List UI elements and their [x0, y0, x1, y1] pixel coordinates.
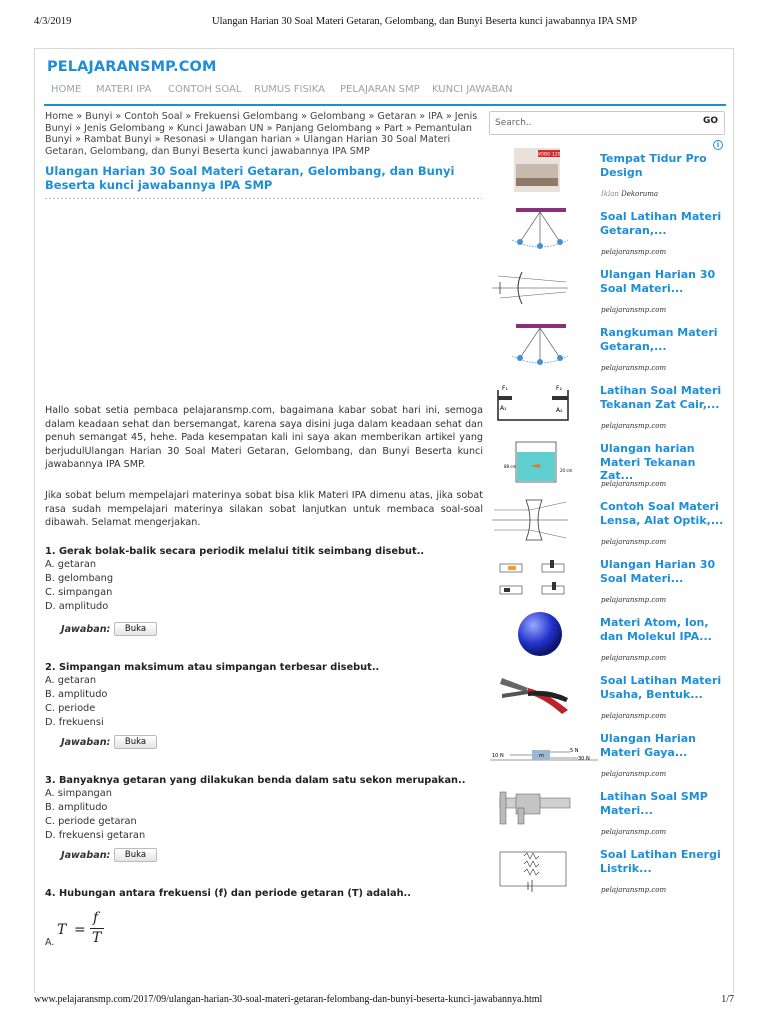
nav-item-home[interactable]: HOME: [51, 84, 82, 95]
forces-thumbnail: [490, 728, 590, 772]
recommended-title[interactable]: Materi Atom, Ion, dan Molekul IPA...: [600, 616, 712, 643]
option-c: C. periode getaran: [45, 816, 137, 827]
option-a: A. simpangan: [45, 788, 112, 799]
recommended-post[interactable]: [490, 660, 730, 718]
formula-option-a: [45, 908, 165, 952]
recommended-title[interactable]: Soal Latihan Energi Listrik...: [600, 848, 721, 875]
answer-row: [61, 737, 147, 748]
recommended-source: pelajaransmp.com: [601, 364, 667, 372]
recommended-post[interactable]: [490, 370, 730, 428]
answer-row: [61, 850, 147, 861]
bed-ad-thumbnail: [490, 148, 570, 192]
lens-thumbnail: [490, 496, 570, 540]
recommended-post[interactable]: [490, 602, 730, 660]
answer-label: Jawaban:: [61, 850, 111, 861]
label-a1: A₁: [500, 405, 507, 412]
site-logo[interactable]: PELAJARANSMP.COM: [47, 59, 217, 75]
recommended-title[interactable]: Latihan Soal Materi Tekanan Zat Cair,...: [600, 384, 722, 411]
formula-numerator: f: [93, 910, 99, 926]
formula-denominator: T: [92, 930, 102, 946]
option-d: D. amplitudo: [45, 601, 109, 612]
recommended-post[interactable]: [490, 312, 730, 370]
question-title: 2. Simpangan maksimum atau simpangan terbesar disebut..: [45, 662, 380, 673]
print-title: Ulangan Harian 30 Soal Materi Getaran, Gelombang, dan Bunyi Beserta kunci jawabannya IPA SMP: [212, 16, 638, 27]
recommended-title[interactable]: Latihan Soal SMP Materi...: [600, 790, 708, 817]
formula-option-letter: A.: [45, 937, 55, 948]
recommended-title[interactable]: Ulangan Harian 30 Soal Materi...: [600, 558, 716, 585]
question-title: 3. Banyaknya getaran yang dilakukan benda dalam satu sekon merupakan..: [45, 775, 466, 786]
recommended-source: pelajaransmp.com: [601, 828, 667, 836]
recommended-post[interactable]: [490, 486, 730, 544]
option-d: D. frekuensi: [45, 717, 104, 728]
recommended-title[interactable]: Soal Latihan Materi Usaha, Bentuk...: [600, 674, 722, 701]
article-title: Ulangan Harian 30 Soal Materi Getaran, Gelombang, dan Bunyi Beserta kunci jawabannya IPA SMP: [45, 164, 455, 192]
recommended-posts: [490, 138, 730, 898]
formula-equals: =: [74, 922, 86, 938]
recommended-post[interactable]: [490, 718, 730, 776]
recommended-source: pelajaransmp.com: [601, 248, 667, 256]
label-force-bottom: 30 N: [578, 756, 590, 762]
answer-row: [61, 624, 147, 635]
answer-label: Jawaban:: [61, 624, 111, 635]
recommended-title[interactable]: Soal Latihan Materi Getaran,...: [600, 210, 722, 237]
recommended-source: pelajaransmp.com: [601, 654, 667, 662]
question-1: [45, 545, 483, 635]
search-go-button[interactable]: GO: [702, 116, 718, 126]
nav-item-materi-ipa[interactable]: MATERI IPA: [96, 84, 152, 95]
option-a: A. getaran: [45, 675, 97, 686]
pendulum-thumbnail: [490, 206, 570, 250]
print-header: [34, 16, 734, 30]
label-force-left: 10 N: [492, 753, 504, 759]
reveal-answer-button[interactable]: Buka: [114, 735, 157, 749]
recommended-post[interactable]: [490, 834, 730, 892]
formula-lhs: T: [57, 922, 67, 938]
search-input[interactable]: [495, 115, 685, 131]
question-2: [45, 661, 483, 748]
option-d: D. frekuensi getaran: [45, 830, 146, 841]
recommended-post[interactable]: [490, 428, 730, 486]
recommended-title[interactable]: Tempat Tidur Pro Design: [600, 152, 707, 179]
recommended-title[interactable]: Rangkuman Materi Getaran,...: [600, 326, 718, 353]
recommended-source: pelajaransmp.com: [601, 480, 667, 488]
option-b: B. amplitudo: [45, 689, 108, 700]
nav-item-contoh-soal[interactable]: CONTOH SOAL: [168, 84, 242, 95]
print-url: www.pelajaransmp.com/2017/09/ulangan-harian-30-soal-materi-getaran-felombang-dan-bunyi-beserta-kunci-jawabannya.html: [34, 994, 543, 1005]
search-box: [489, 111, 725, 135]
recommended-title[interactable]: Ulangan Harian 30 Soal Materi...: [600, 268, 716, 295]
ad-info-icon[interactable]: i: [713, 140, 723, 150]
intro-paragraph: Hallo sobat setia pembaca pelajaransmp.com, bagaimana kabar sobat hari ini, semoga dalam keadaan sehat dan bersemangat, karena saya disini juga dalam keadaan sehat dan penuh semangat 45, hehe. Pada kesempatan kali ini saya akan memberikan artikel yang berjudulUlangan Harian 30 Soal Materi Getaran, Gelombang, dan Bunyi Beserta kunci jawabannya IPA SMP.: [45, 405, 483, 470]
label-depth: 88 cm: [504, 464, 517, 469]
recommended-post[interactable]: [490, 196, 730, 254]
recommended-source: pelajaransmp.com: [601, 306, 667, 314]
recommended-source: pelajaransmp.com: [601, 712, 667, 720]
fraction-bar: [90, 928, 104, 929]
label-height: 20 cm: [560, 468, 573, 473]
label-force-top: 5 N: [570, 748, 579, 754]
label-a2: A₂: [556, 407, 563, 414]
print-footer: [34, 994, 734, 1008]
main-nav: [44, 84, 726, 106]
atom-sphere-thumbnail: [490, 612, 570, 656]
switches-thumbnail: [490, 554, 570, 598]
question-3: [45, 774, 483, 861]
mirror-thumbnail: [490, 264, 570, 308]
recommended-source: pelajaransmp.com: [601, 538, 667, 546]
print-page-number: 1/7: [721, 994, 734, 1005]
recommended-title[interactable]: Contoh Soal Materi Lensa, Alat Optik,...: [600, 500, 724, 527]
reveal-answer-button[interactable]: Buka: [114, 848, 157, 862]
option-c: C. simpangan: [45, 587, 113, 598]
recommended-post[interactable]: [490, 544, 730, 602]
print-date: 4/3/2019: [34, 16, 72, 27]
label-f1: F₁: [502, 385, 508, 392]
recommended-post[interactable]: [490, 254, 730, 312]
circuit-thumbnail: [490, 844, 570, 888]
label-f2: F₂: [556, 385, 562, 392]
option-a: A. getaran: [45, 559, 97, 570]
recommended-source: Iklan Dekoruma: [601, 190, 659, 198]
option-b: B. gelombang: [45, 573, 114, 584]
pliers-thumbnail: [490, 670, 570, 714]
question-4: [45, 887, 483, 900]
pendulum-thumbnail: [490, 322, 570, 366]
title-divider: [45, 198, 482, 199]
recommended-ad[interactable]: [490, 138, 730, 196]
caliper-thumbnail: [490, 786, 570, 830]
question-title: 4. Hubungan antara frekuensi (f) dan periode getaran (T) adalah..: [45, 888, 412, 899]
intro-paragraph-2: Jika sobat belum mempelajari materinya sobat bisa klik Materi IPA dimenu atas, jika sobat rasa sudah mempelajari materinya silakan sobat lanjutkan untuk membaca soal-soal dibawah. Selamat mengerjakan.: [45, 490, 483, 528]
recommended-source: pelajaransmp.com: [601, 886, 667, 894]
nav-item-pelajaran-smp[interactable]: PELAJARAN SMP: [340, 84, 420, 95]
option-b: B. amplitudo: [45, 802, 108, 813]
recommended-source: pelajaransmp.com: [601, 770, 667, 778]
recommended-source: pelajaransmp.com: [601, 596, 667, 604]
breadcrumb[interactable]: Home » Bunyi » Contoh Soal » Frekuensi Gelombang » Gelombang » Getaran » IPA » Jenis Bunyi » Jenis Gelombang » Kunci Jawaban UN » Panjang Gelombang » Part » Pemantulan Bunyi » Rambat Bunyi » Resonasi » Ulangan harian » Ulangan Harian 30 Soal Materi Getaran, Gelombang, dan Bunyi Beserta kunci jawabannya IPA SMP: [45, 111, 478, 157]
hydraulic-press-thumbnail: [490, 380, 570, 424]
recommended-source: pelajaransmp.com: [601, 422, 667, 430]
answer-label: Jawaban:: [61, 737, 111, 748]
recommended-post[interactable]: [490, 776, 730, 834]
label-mass: m: [539, 753, 544, 759]
water-tank-thumbnail: [490, 438, 573, 482]
reveal-answer-button[interactable]: Buka: [114, 622, 157, 636]
recommended-title[interactable]: Ulangan harian Materi Tekanan Zat...: [600, 442, 696, 482]
nav-item-rumus-fisika[interactable]: RUMUS FISIKA: [254, 84, 325, 95]
ad-badge: VOBO 120: [537, 152, 561, 158]
recommended-title[interactable]: Ulangan Harian Materi Gaya...: [600, 732, 696, 759]
nav-item-kunci-jawaban[interactable]: KUNCI JAWABAN: [432, 84, 513, 95]
question-title: 1. Gerak bolak-balik secara periodik melalui titik seimbang disebut..: [45, 546, 425, 557]
option-c: C. periode: [45, 703, 96, 714]
